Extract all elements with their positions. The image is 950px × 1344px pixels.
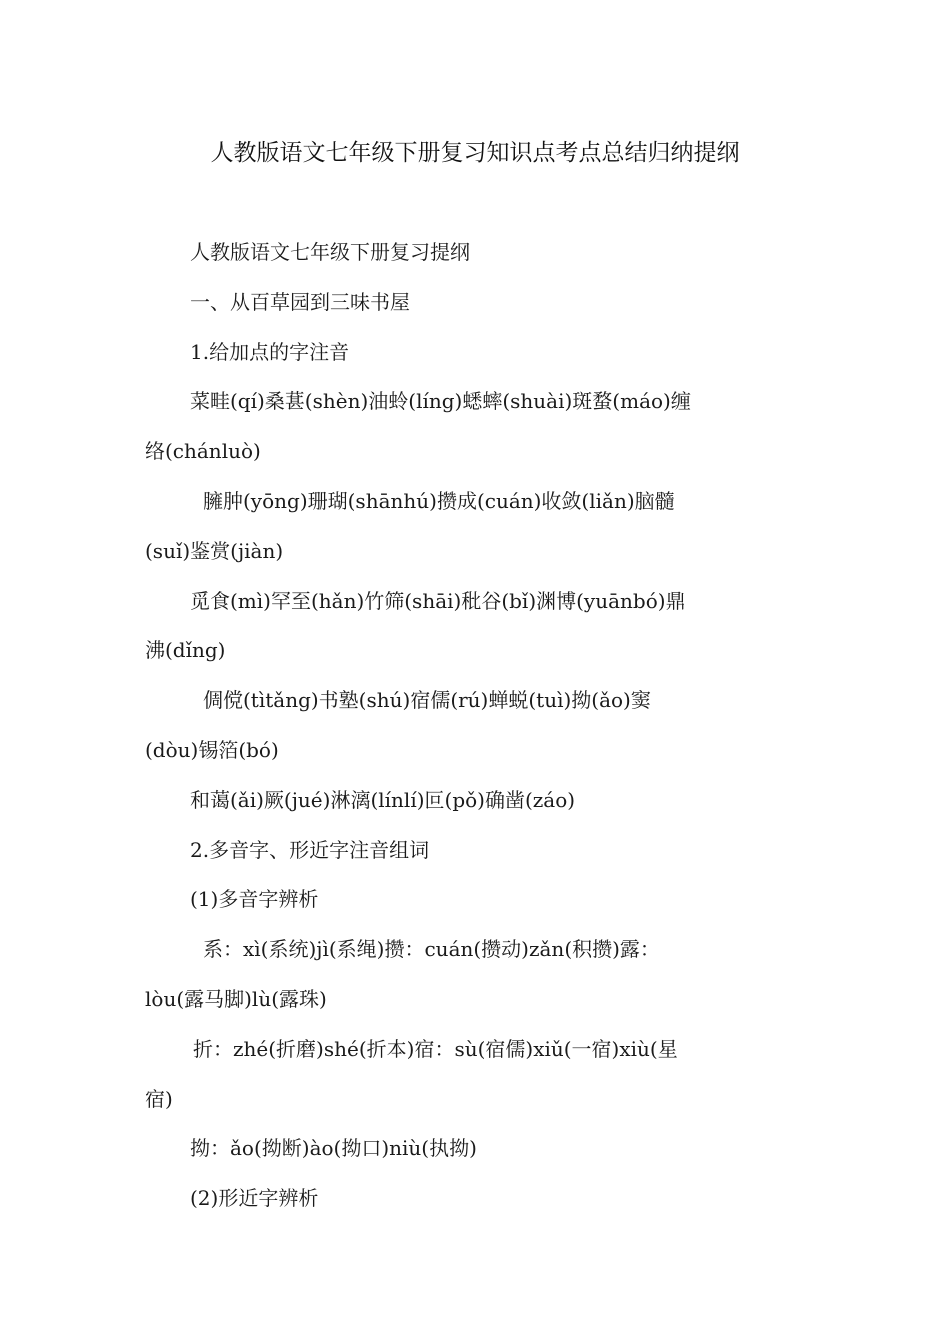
item-heading: 2.多音字、形近字注音组词 [190,837,430,862]
subtitle-line: 人教版语文七年级下册复习提纲 [190,240,470,264]
item-heading: 1.给加点的字注音 [190,339,350,364]
text-line: lòu(露马脚)lù(露珠) [145,986,327,1011]
sub-heading: (1)多音字辨析 [190,887,319,912]
text-line: 沸(dǐng) [145,638,226,663]
text-line: 菜畦(qí)桑葚(shèn)油蛉(líng)蟋蟀(shuài)斑蝥(máo)缠 [190,389,691,414]
text-line: 拗：ǎo(拗断)ào(拗口)niù(执拗) [190,1136,477,1161]
document-body [145,228,807,1224]
text-line: 倜傥(tìtǎng)书塾(shú)宿儒(rú)蝉蜕(tuì)拗(ǎo)窦 [203,688,651,713]
text-line: 络(chánluò) [145,439,261,464]
document-title: 人教版语文七年级下册复习知识点考点总结归纳提纲 [210,140,740,166]
text-line: 宿) [145,1086,173,1111]
text-line: 和蔼(ǎi)厥(jué)淋漓(línlí)叵(pǒ)确凿(záo) [190,787,576,812]
text-line: 折：zhé(折磨)shé(折本)宿：sù(宿儒)xiǔ(一宿)xiù(星 [193,1036,678,1061]
text-line: 觅食(mì)罕至(hǎn)竹筛(shāi)秕谷(bǐ)渊博(yuānbó)鼎 [190,588,686,613]
text-line: (dòu)锡箔(bó) [145,737,279,762]
text-line: 系：xì(系统)jì(系绳)攒：cuán(攒动)zǎn(积攒)露： [203,937,660,962]
text-line: (suǐ)鉴赏(jiàn) [145,538,284,563]
sub-heading: (2)形近字辨析 [190,1186,319,1211]
text-line: 臃肿(yōng)珊瑚(shānhú)攒成(cuán)收敛(liǎn)脑髓 [203,488,675,513]
section-heading: 一、从百草园到三味书屋 [190,289,410,314]
